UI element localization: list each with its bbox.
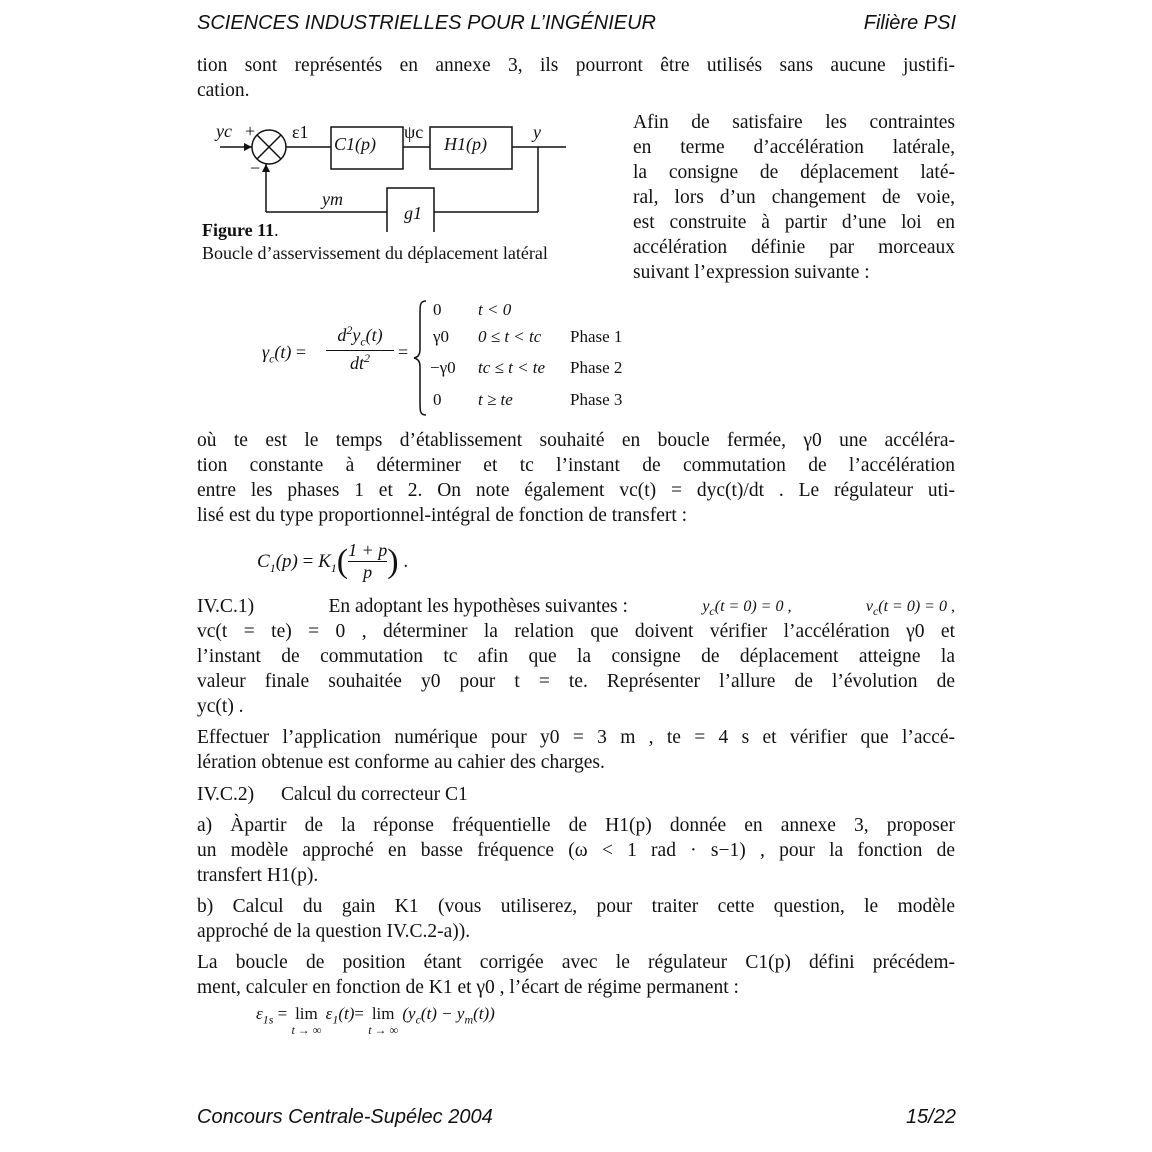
signal-eps1: ε1 bbox=[292, 122, 309, 142]
case-row: 0 t ≥ te Phase 3 bbox=[433, 390, 623, 409]
header-title: SCIENCES INDUSTRIELLES POUR L’INGÉNIEUR bbox=[197, 12, 656, 34]
derivative-fraction: $d^2y_c(t)$ $dt^2$ bbox=[326, 325, 394, 374]
text-line: La boucle de position étant corrigée avec le régulateur C1(p) défini précédem- bbox=[197, 952, 955, 973]
question-text: En adoptant les hypothèses suivantes : bbox=[328, 596, 628, 617]
signal-plus: + bbox=[245, 121, 256, 141]
right-col-line: en terme d’accélération latérale, bbox=[633, 137, 955, 158]
text-line: a) Àpartir de la réponse fréquentielle de H1(p) donnée en annexe 3, proposer bbox=[197, 815, 955, 836]
block-g1-label: g1 bbox=[404, 203, 422, 223]
right-column-text bbox=[633, 110, 955, 285]
question-label: IV.C.1) bbox=[197, 596, 255, 617]
block-c1-label: C1(p) bbox=[334, 134, 376, 154]
text-line: approché de la question IV.C.2-a)). bbox=[197, 921, 471, 942]
text-line: l’instant de commutation tc afin que la consigne de déplacement atteigne la bbox=[197, 646, 955, 667]
block-h1-label: H1(p) bbox=[444, 134, 487, 154]
intro-line-2: cation. bbox=[197, 80, 250, 101]
signal-y: y bbox=[533, 122, 541, 142]
right-col-line: Afin de satisfaire les contraintes bbox=[633, 112, 955, 133]
question-label: IV.C.2) bbox=[197, 784, 255, 805]
right-col-line: accélération définie par morceaux bbox=[633, 237, 955, 258]
figure-caption: Boucle d’asservissement du déplacement latéral bbox=[202, 243, 548, 263]
steady-state-error-formula: $\varepsilon_{1s}$ = lim t → ∞ $\varepsilon_1(t)$ = lim t → ∞ $(y_c(t) - y_m(t))$ bbox=[256, 1004, 495, 1037]
question-ivc1-first-line bbox=[197, 594, 955, 619]
right-col-line: ral, lors d’un changement de voie, bbox=[633, 187, 955, 208]
right-col-line: la consigne de déplacement laté- bbox=[633, 162, 955, 183]
text-line: entre les phases 1 et 2. On note également vc(t) = dyc(t)/dt . Le régulateur uti- bbox=[197, 480, 955, 501]
question-ivc2 bbox=[197, 782, 468, 807]
text-line: valeur finale souhaitée y0 pour t = te. Représenter l’allure de l’évolution de bbox=[197, 671, 955, 692]
hypothesis-vc: $v_c(t = 0) = 0$ , bbox=[865, 598, 955, 619]
case-row: γ0 0 ≤ t < tc Phase 1 bbox=[433, 327, 623, 346]
signal-psic: ψc bbox=[404, 122, 424, 142]
figure-label: Figure 11. bbox=[202, 220, 279, 240]
footer-contest: Concours Centrale-Supélec 2004 bbox=[197, 1106, 493, 1128]
signal-ym: ym bbox=[322, 189, 343, 209]
text-line: lération obtenue est conforme au cahier des charges. bbox=[197, 752, 605, 773]
text-line: Effectuer l’application numérique pour y0 = 3 m , te = 4 s et vérifier que l’accé- bbox=[197, 727, 955, 748]
gamma-lhs: $\gamma_c(t)$ = bbox=[262, 342, 307, 366]
signal-minus: − bbox=[250, 158, 261, 178]
text-line: lisé est du type proportionnel-intégral de fonction de transfert : bbox=[197, 505, 688, 526]
curly-brace bbox=[412, 299, 428, 417]
c1-formula: $C_1(p)$ = $K_1$ ( 1 + p p ) . bbox=[257, 540, 409, 582]
right-col-line: suivant l’expression suivante : bbox=[633, 262, 870, 283]
paragraph-definitions bbox=[197, 428, 955, 528]
text-line: vc(t = te) = 0 , déterminer la relation que doivent vérifier l’accélération γ0 et bbox=[197, 621, 955, 642]
intro-line-1: tion sont représentés en annexe 3, ils pourront être utilisés sans aucune justifi- bbox=[197, 55, 955, 76]
question-ivc1 bbox=[197, 594, 955, 719]
case-row: 0 t < 0 bbox=[433, 300, 512, 319]
question-b bbox=[197, 894, 955, 944]
signal-yc: yc bbox=[216, 121, 232, 141]
hypothesis-yc: $y_c(t = 0) = 0$ , bbox=[702, 598, 792, 619]
text-line: où te est le temps d’établissement souhaité en boucle fermée, γ0 une accéléra- bbox=[197, 430, 955, 451]
final-paragraph bbox=[197, 950, 955, 1000]
header-track: Filière PSI bbox=[863, 12, 956, 34]
footer-page-number: 15/22 bbox=[905, 1106, 956, 1128]
question-a bbox=[197, 813, 955, 888]
text-line: ment, calculer en fonction de K1 et γ0 , l’écart de régime permanent : bbox=[197, 977, 739, 998]
right-col-line: est construite à partir d’une loi en bbox=[633, 212, 955, 233]
text-line: transfert H1(p). bbox=[197, 865, 319, 886]
equals-sign: = bbox=[398, 342, 409, 362]
text-line: yc(t) . bbox=[197, 696, 244, 717]
question-text: Calcul du correcteur C1 bbox=[280, 784, 468, 805]
text-line: tion constante à déterminer et tc l’instant de commutation de l’accélération bbox=[197, 455, 955, 476]
text-line: b) Calcul du gain K1 (vous utiliserez, pour traiter cette question, le modèle bbox=[197, 896, 955, 917]
case-row: −γ0 tc ≤ t < te Phase 2 bbox=[430, 358, 623, 377]
text-line: un modèle approché en basse fréquence (ω < 1 rad · s−1) , pour la fonction de bbox=[197, 840, 955, 861]
numerical-application bbox=[197, 725, 955, 775]
